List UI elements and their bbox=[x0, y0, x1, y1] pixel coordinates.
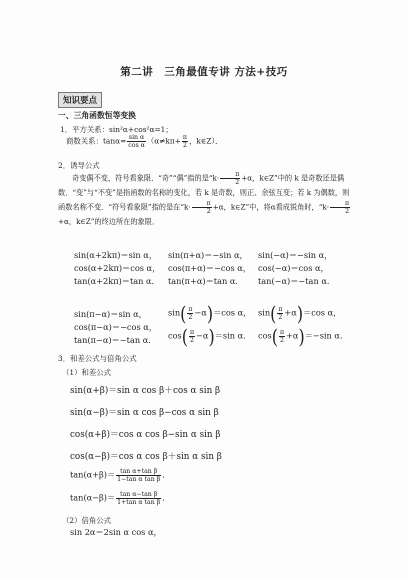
formula: cos( $\frac{\pi}{2}$ −α)＝sin α． bbox=[168, 324, 252, 348]
formula: sin 2α＝2sin α cos α， bbox=[70, 527, 162, 537]
formula: sin(−α)＝−sin α， bbox=[258, 250, 333, 260]
heading-sum-double: 3．和差公式与倍角公式 bbox=[58, 354, 137, 363]
formula: cos(α−β)＝cos α cos β＋sin α sin β bbox=[70, 452, 222, 462]
subheading-sum-diff: （1）和差公式 bbox=[62, 368, 112, 377]
fraction: $\frac{\pi}{2}$ bbox=[192, 200, 212, 215]
formula: cos(−α)＝cos α， bbox=[258, 263, 329, 273]
formula: tan(α+β)＝ $\frac{\text{tan α+tan β}}{\text{1−tan α tan β}}$ ． bbox=[70, 468, 171, 483]
formula: sin(π−α)＝sin α， bbox=[74, 309, 147, 319]
heading-induction: 2．诱导公式 bbox=[58, 161, 100, 170]
formula: cos(π−α)＝−cos α， bbox=[74, 322, 157, 332]
formula: sin(π+α)＝−sin α， bbox=[168, 250, 248, 260]
formula: sin(α+2kπ)＝sin α， bbox=[74, 250, 158, 260]
formula: sin(α+β)＝sin α cos β＋cos α sin β bbox=[70, 386, 221, 396]
formula: tan(π−α)＝−tan α． bbox=[74, 335, 157, 345]
formula: sin(α−β)＝sin α cos β−cos α sin β bbox=[70, 408, 219, 418]
subheading-double-angle: （2）倍角公式 bbox=[62, 516, 112, 525]
fraction: $\frac{\pi}{2}$ bbox=[220, 171, 240, 186]
formula: cos(π+α)＝−cos α， bbox=[168, 263, 251, 273]
fraction: $\frac{\pi}{2}$ bbox=[330, 200, 350, 215]
formula: sin( $\frac{\pi}{2}$ +α)＝cos α， bbox=[258, 301, 342, 325]
formula: tan(−α)＝−tan α． bbox=[258, 276, 336, 286]
fraction: $\frac{\text{sin α}}{\text{cos α}}$ bbox=[128, 134, 145, 149]
formula: tan(α−β)＝ $\frac{\text{tan α−tan β}}{\text{1+tan α tan β}}$ ． bbox=[70, 491, 171, 506]
page-title: 第二讲 三角最值专讲 方法+技巧 bbox=[120, 66, 288, 78]
formula: cos( $\frac{\pi}{2}$ +α)＝−sin α． bbox=[258, 324, 349, 348]
section-heading-identities: 一、三角函数恒等变换 bbox=[58, 111, 136, 120]
square-relation: 1．平方关系：sin²α+cos²α=1； bbox=[60, 125, 173, 134]
formula: sin( $\frac{\pi}{2}$ −α)＝cos α， bbox=[168, 301, 252, 325]
formula: tan(π+α)＝tan α． bbox=[168, 276, 244, 286]
fraction: $\frac{\pi}{2}$ bbox=[182, 134, 187, 149]
quotient-relation: 商数关系：tanα= $\frac{\text{sin α}}{\text{cos α}}$ （α≠kπ+ $\frac{\pi}{2}$ ，k∈Z）． bbox=[66, 134, 223, 149]
formula: cos(α+β)＝cos α cos β−sin α sin β bbox=[70, 430, 221, 440]
formula: cos(α+2kπ)＝cos α， bbox=[74, 263, 161, 273]
induction-paragraph: 奇变偶不变，符号看象限．“奇”“偶”指的是“k· $\frac{\pi}{2}$ +α，k∈Z”中的 k 是奇数还是偶数．“变”与“不变”是指函数的名称的变化，若 k 是奇数，则正、余弦互变；若 k 为偶数，则函数名称不变．“符号看象限”指的是在“k· $\frac{\pi}{2}$ +α，k∈Z”中，将α看成锐角时，“k· $\frac{\pi}{2}$ +α，k∈Z”的终边所在的象限． bbox=[58, 171, 350, 226]
formula: tan(α+2kπ)＝tan α． bbox=[74, 276, 160, 286]
section-badge: 知识要点 bbox=[58, 92, 102, 108]
